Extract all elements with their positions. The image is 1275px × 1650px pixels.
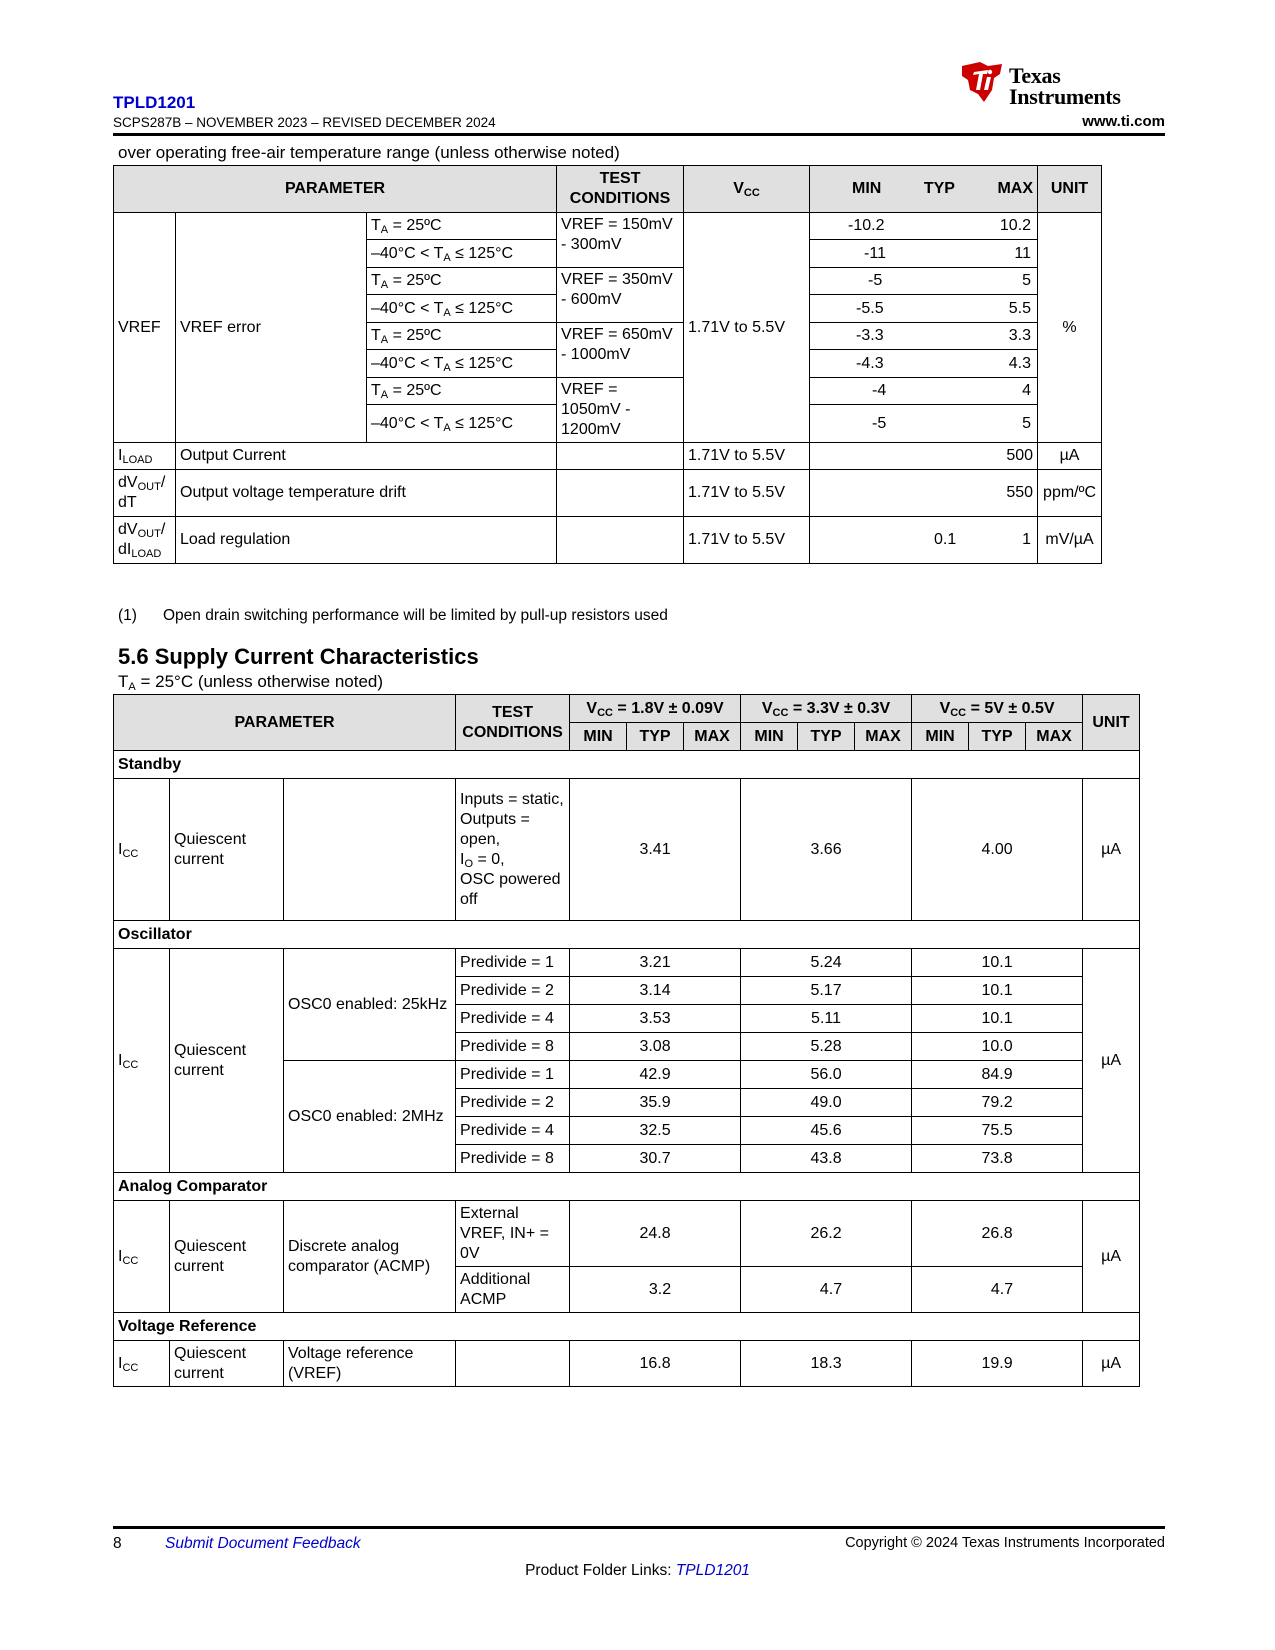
icc-symbol: $I_{CC}$ (114, 949, 170, 1173)
section-condition: $T_A = 25^\circ C$ (unless otherwise noted) (118, 672, 384, 693)
vref-test-condition: VREF = 650mV - 1000mV (557, 323, 684, 378)
vref-min-max: -4 4 (810, 378, 1038, 405)
vref-spec-table (113, 165, 1102, 564)
page-number: 8 (113, 1535, 122, 1552)
loadreg-vcc: 1.71V to 5.5V (684, 517, 810, 564)
group-voltage-reference: Voltage Reference (114, 1313, 1140, 1341)
header-max: MAX (855, 723, 912, 751)
osc-value-5v: 10.0 (912, 1033, 1083, 1061)
iload-unit: µA (1038, 443, 1102, 470)
osc-value-5v: 73.8 (912, 1145, 1083, 1173)
osc-value-1v8: 3.08 (570, 1033, 741, 1061)
additional-acmp-3v3: 4.7 (741, 1267, 912, 1313)
header-vcc-1v8: $V_{CC} = 1.8V \pm 0.09V$ (570, 695, 741, 723)
drift-max: 550 (810, 470, 1038, 517)
group-analog-comparator: Analog Comparator (114, 1173, 1140, 1201)
footnote-text: Open drain switching performance will be limited by pull-up resistors used (163, 607, 668, 624)
loadreg-test-condition (557, 517, 684, 564)
drift-symbol: $dV_{OUT}/$ dT (114, 470, 176, 517)
osc-value-3v3: 45.6 (741, 1117, 912, 1145)
standby-quiescent: Quiescent current (170, 779, 284, 921)
icc-symbol: $I_{CC}$ (114, 779, 170, 921)
drift-name: Output voltage temperature drift (176, 470, 557, 517)
header-unit: UNIT (1083, 695, 1140, 751)
predivide-condition: Predivide = 1 (456, 949, 570, 977)
osc-value-5v: 75.5 (912, 1117, 1083, 1145)
osc-value-1v8: 32.5 (570, 1117, 741, 1145)
icc-symbol: $I_{CC}$ (114, 1341, 170, 1387)
iload-name: Output Current (176, 443, 557, 470)
osc-value-1v8: 3.14 (570, 977, 741, 1005)
standby-desc (284, 779, 456, 921)
header-vcc: $V_{CC}$ (684, 166, 810, 213)
ta-condition: $-40^\circ C < T_A \le 125^\circ C$ (367, 405, 557, 443)
vref-min-max: -5.5 5.5 (810, 295, 1038, 323)
header-min: MIN (570, 723, 627, 751)
loadreg-symbol: $dV_{OUT}/$ $dI_{LOAD}$ (114, 517, 176, 564)
additional-acmp-1v8: 3.2 (570, 1267, 741, 1313)
drift-unit: ppm/ºC (1038, 470, 1102, 517)
ti-state-icon (958, 60, 1006, 104)
header-typ: TYP (923, 180, 955, 197)
iload-max: 500 (810, 443, 1038, 470)
product-folder-link[interactable]: TPLD1201 (675, 1562, 750, 1579)
header-min: MIN (912, 723, 969, 751)
supply-current-table (113, 694, 1140, 1387)
vref-unit: µA (1083, 1341, 1140, 1387)
ta-condition: $-40^\circ C < T_A \le 125^\circ C$ (367, 240, 557, 268)
osc-value-1v8: 35.9 (570, 1089, 741, 1117)
drift-test-condition (557, 470, 684, 517)
osc-value-1v8: 3.21 (570, 949, 741, 977)
comparator-condition-1: External VREF, IN+ = 0V (456, 1201, 570, 1267)
loadreg-unit: mV/µA (1038, 517, 1102, 564)
oscillator-quiescent: Quiescent current (170, 949, 284, 1173)
header-rule (113, 133, 1165, 136)
iload-symbol: $I_{LOAD}$ (114, 443, 176, 470)
header-parameter: PARAMETER (114, 166, 557, 213)
product-folder-links: Product Folder Links: TPLD1201 (525, 1562, 750, 1579)
osc-value-3v3: 49.0 (741, 1089, 912, 1117)
vref-min-max: -3.3 3.3 (810, 323, 1038, 350)
drift-vcc: 1.71V to 5.5V (684, 470, 810, 517)
osc-value-5v: 79.2 (912, 1089, 1083, 1117)
header-unit: UNIT (1038, 166, 1102, 213)
logo-text-line2: Instruments (1009, 84, 1121, 109)
osc-value-1v8: 42.9 (570, 1061, 741, 1089)
standby-5v: 4.00 (912, 779, 1083, 921)
group-oscillator: Oscillator (114, 921, 1140, 949)
header-typ: TYP (627, 723, 684, 751)
vref-desc: Voltage reference (VREF) (284, 1341, 456, 1387)
icc-symbol: $I_{CC}$ (114, 1201, 170, 1313)
vref-3v3: 18.3 (741, 1341, 912, 1387)
osc-value-3v3: 43.8 (741, 1145, 912, 1173)
document-title[interactable]: TPLD1201 (113, 93, 196, 112)
section-title: 5.6 Supply Current Characteristics (118, 644, 479, 669)
osc-value-3v3: 5.17 (741, 977, 912, 1005)
osc-value-3v3: 5.28 (741, 1033, 912, 1061)
vref-min-max: -4.3 4.3 (810, 350, 1038, 378)
vref-test-condition (456, 1341, 570, 1387)
iload-vcc: 1.71V to 5.5V (684, 443, 810, 470)
osc-value-5v: 10.1 (912, 977, 1083, 1005)
vref-test-condition: VREF = 1050mV - 1200mV (557, 378, 684, 443)
osc-value-1v8: 3.53 (570, 1005, 741, 1033)
ta-condition: $-40^\circ C < T_A \le 125^\circ C$ (367, 350, 557, 378)
osc-value-5v: 10.1 (912, 949, 1083, 977)
osc-value-3v3: 56.0 (741, 1061, 912, 1089)
header-vcc-3v3: $V_{CC} = 3.3V \pm 0.3V$ (741, 695, 912, 723)
ti-logo (958, 60, 1168, 110)
header-max: MAX (684, 723, 741, 751)
vref-test-condition: VREF = 150mV - 300mV (557, 213, 684, 268)
header-vcc-5v: $V_{CC} = 5V \pm 0.5V$ (912, 695, 1083, 723)
osc-value-1v8: 30.7 (570, 1145, 741, 1173)
osc-25khz: OSC0 enabled: 25kHz (284, 949, 456, 1061)
vref-test-condition: VREF = 350mV - 600mV (557, 268, 684, 323)
osc-value-3v3: 5.11 (741, 1005, 912, 1033)
vref-unit: % (1038, 213, 1102, 443)
ta-condition: $-40^\circ C < T_A \le 125^\circ C$ (367, 295, 557, 323)
predivide-condition: Predivide = 8 (456, 1033, 570, 1061)
ta-condition: $T_A$ = 25ºC (367, 268, 557, 295)
header-test-conditions: TEST CONDITIONS (557, 166, 684, 213)
vref-vcc: 1.71V to 5.5V (684, 213, 810, 443)
header-min: MIN (852, 180, 882, 197)
header-typ: TYP (798, 723, 855, 751)
predivide-condition: Predivide = 1 (456, 1061, 570, 1089)
ta-condition: $T_A$ = 25ºC (367, 323, 557, 350)
predivide-condition: Predivide = 2 (456, 1089, 570, 1117)
header-test-conditions: TEST CONDITIONS (456, 695, 570, 751)
loadreg-typ-max: 0.1 1 (810, 517, 1038, 564)
vref-min-max: -5 5 (810, 268, 1038, 295)
oscillator-unit: µA (1083, 949, 1140, 1173)
standby-unit: µA (1083, 779, 1140, 921)
osc-value-5v: 84.9 (912, 1061, 1083, 1089)
iload-test-condition (557, 443, 684, 470)
standby-1v8: 3.41 (570, 779, 741, 921)
group-standby: Standby (114, 751, 1140, 779)
standby-test-condition: Inputs = static, Outputs = open, $I_O = 0$, OSC powered off (456, 779, 570, 921)
website-link[interactable]: www.ti.com (1082, 113, 1165, 130)
comparator-3v3: 26.2 (741, 1201, 912, 1267)
osc-2mhz: OSC0 enabled: 2MHz (284, 1061, 456, 1173)
header-typ: TYP (969, 723, 1026, 751)
vref-symbol: VREF (114, 213, 176, 443)
osc-value-3v3: 5.24 (741, 949, 912, 977)
comparator-5v: 26.8 (912, 1201, 1083, 1267)
header-max: MAX (997, 180, 1034, 197)
osc-value-5v: 10.1 (912, 1005, 1083, 1033)
vref-1v8: 16.8 (570, 1341, 741, 1387)
comparator-condition-2: Additional ACMP (456, 1267, 570, 1313)
table1-note: over operating free-air temperature range (unless otherwise noted) (118, 143, 620, 162)
header-max: MAX (1026, 723, 1083, 751)
header-min-typ-max (810, 166, 1038, 213)
vref-quiescent: Quiescent current (170, 1341, 284, 1387)
ta-condition: $T_A$ = 25ºC (367, 378, 557, 405)
vref-5v: 19.9 (912, 1341, 1083, 1387)
comparator-unit: µA (1083, 1201, 1140, 1313)
footer-rule (113, 1526, 1165, 1529)
footnote-number: (1) (118, 607, 137, 624)
comparator-quiescent: Quiescent current (170, 1201, 284, 1313)
standby-3v3: 3.66 (741, 779, 912, 921)
document-id: SCPS287B – NOVEMBER 2023 – REVISED DECEMBER 2024 (113, 115, 496, 130)
submit-feedback-link[interactable]: Submit Document Feedback (165, 1535, 361, 1552)
predivide-condition: Predivide = 2 (456, 977, 570, 1005)
copyright: Copyright © 2024 Texas Instruments Incorporated (845, 1535, 1165, 1551)
vref-min-max: -11 11 (810, 240, 1038, 268)
logo-text-line1: Texas (1009, 63, 1061, 88)
header-parameter: PARAMETER (114, 695, 456, 751)
predivide-condition: Predivide = 8 (456, 1145, 570, 1173)
footnote (118, 607, 668, 625)
comparator-desc: Discrete analog comparator (ACMP) (284, 1201, 456, 1313)
vref-min-max: -5 5 (810, 405, 1038, 443)
ta-condition: $T_A$ = 25ºC (367, 213, 557, 240)
vref-name: VREF error (176, 213, 367, 443)
comparator-1v8: 24.8 (570, 1201, 741, 1267)
additional-acmp-5v: 4.7 (912, 1267, 1083, 1313)
predivide-condition: Predivide = 4 (456, 1117, 570, 1145)
header-min: MIN (741, 723, 798, 751)
predivide-condition: Predivide = 4 (456, 1005, 570, 1033)
vref-min-max: -10.2 10.2 (810, 213, 1038, 240)
loadreg-name: Load regulation (176, 517, 557, 564)
